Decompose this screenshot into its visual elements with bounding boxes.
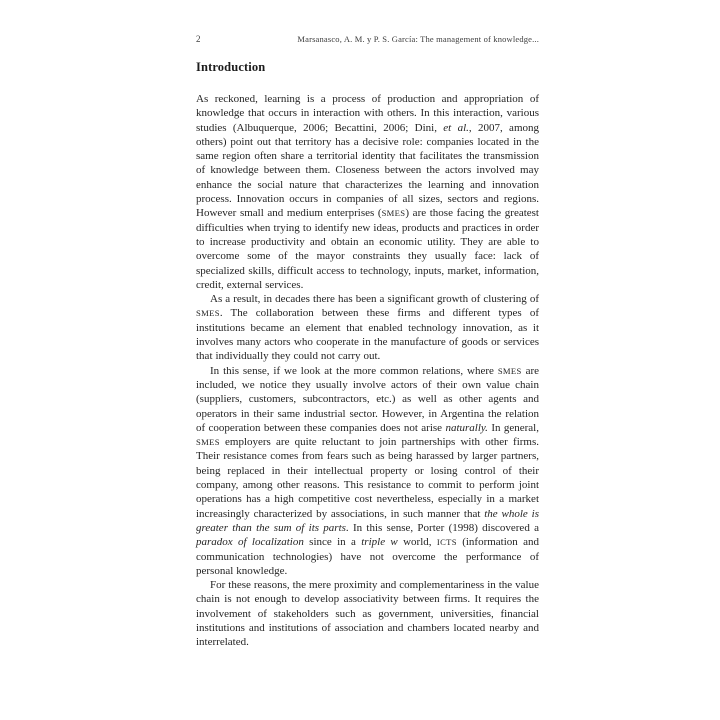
text-run: since in a bbox=[303, 536, 362, 549]
smallcaps-run: ICTS bbox=[436, 537, 457, 548]
paragraph bbox=[196, 578, 539, 649]
text-run: , 2007, among others) point out that territory has a decisive role: companies located in the same region often share a territorial identity that facilitates the transmission of knowledge between them. Closeness between the actors involved may enhance the social nature that characterizes the learning and innovation process. Innovation occurs in companies of all sizes, sectors and regions. However small and medium enterprises ( bbox=[196, 121, 539, 220]
smallcaps-run: SMES bbox=[497, 365, 522, 376]
text-run: are included, we notice they usually involve actors of their own value chain (suppliers, customers, subcontractors, etc.) as well as other agents and operators in their same industrial sector. However, in Argentina the relation of cooperation between these companies does not arise bbox=[196, 364, 539, 434]
italic-run: the whole is greater than the sum of its parts bbox=[196, 507, 539, 534]
italic-run: triple w bbox=[361, 536, 398, 549]
article-body bbox=[196, 92, 539, 650]
text-run: As reckoned, learning is a process of production and appropriation of knowledge that occurs in interaction with others. In this interaction, various studies (Albuquerque, 2006; Becattini, 2006; Dini, bbox=[196, 93, 539, 134]
text-run: . The collaboration between these firms and different types of institutions became an element that enabled technology innovation, as it involves many actors who cooperate in the manufacture of goods or services that individually they could not carry out. bbox=[196, 307, 539, 363]
italic-run: et al. bbox=[443, 121, 469, 134]
text-run: (information and communication technologies) have not overcome the performance of personal knowledge. bbox=[196, 536, 540, 577]
text-run: As a result, in decades there has been a significant growth of clustering of bbox=[210, 293, 539, 306]
text-column bbox=[196, 34, 539, 650]
page-number: 2 bbox=[196, 34, 201, 44]
section-title: Introduction bbox=[196, 60, 266, 74]
text-run: employers are quite reluctant to join partnerships with other firms. Their resistance comes from fears such as being harassed by larger partners, being replaced in their intellectual property or losing control of their company, among other reasons. This resistance to commit to perform joint operations has a high competitive cost nevertheless, especially in a market increasingly characterized by associations, in such manner that bbox=[196, 436, 539, 520]
smallcaps-run: SMES bbox=[196, 437, 220, 448]
running-header bbox=[196, 34, 539, 44]
smallcaps-run: SMES bbox=[196, 308, 220, 319]
text-run: For these reasons, the mere proximity and complementariness in the value chain is not enough to develop associativity between firms. It requires the involvement of stakeholders such as government, universities, financial institutions and institutions of association and chambers located nearby and interrelated. bbox=[196, 579, 539, 649]
running-title: Marsanasco, A. M. y P. S. García: The management of knowledge... bbox=[297, 34, 539, 44]
text-run: In general, bbox=[487, 421, 539, 434]
text-run: . In this sense, Porter (1998) discovered a bbox=[345, 521, 539, 534]
text-run: world, bbox=[397, 536, 437, 549]
smallcaps-run: SMES bbox=[381, 208, 406, 219]
text-run: ) are those facing the greatest difficulties when trying to identify new ideas, products and practices in order to increase productivity and obtain an economic utility. They are able to overcome some of the mayor constraints they usually face: lack of specialized skills, difficult access to technology, inputs, market, information, credit, external services. bbox=[196, 207, 539, 291]
paragraph bbox=[196, 92, 539, 292]
italic-run: paradox of localization bbox=[196, 536, 304, 549]
paragraph bbox=[196, 292, 539, 363]
italic-run: naturally. bbox=[445, 421, 488, 434]
paragraph bbox=[196, 364, 539, 578]
text-run: In this sense, if we look at the more common relations, where bbox=[210, 364, 498, 377]
